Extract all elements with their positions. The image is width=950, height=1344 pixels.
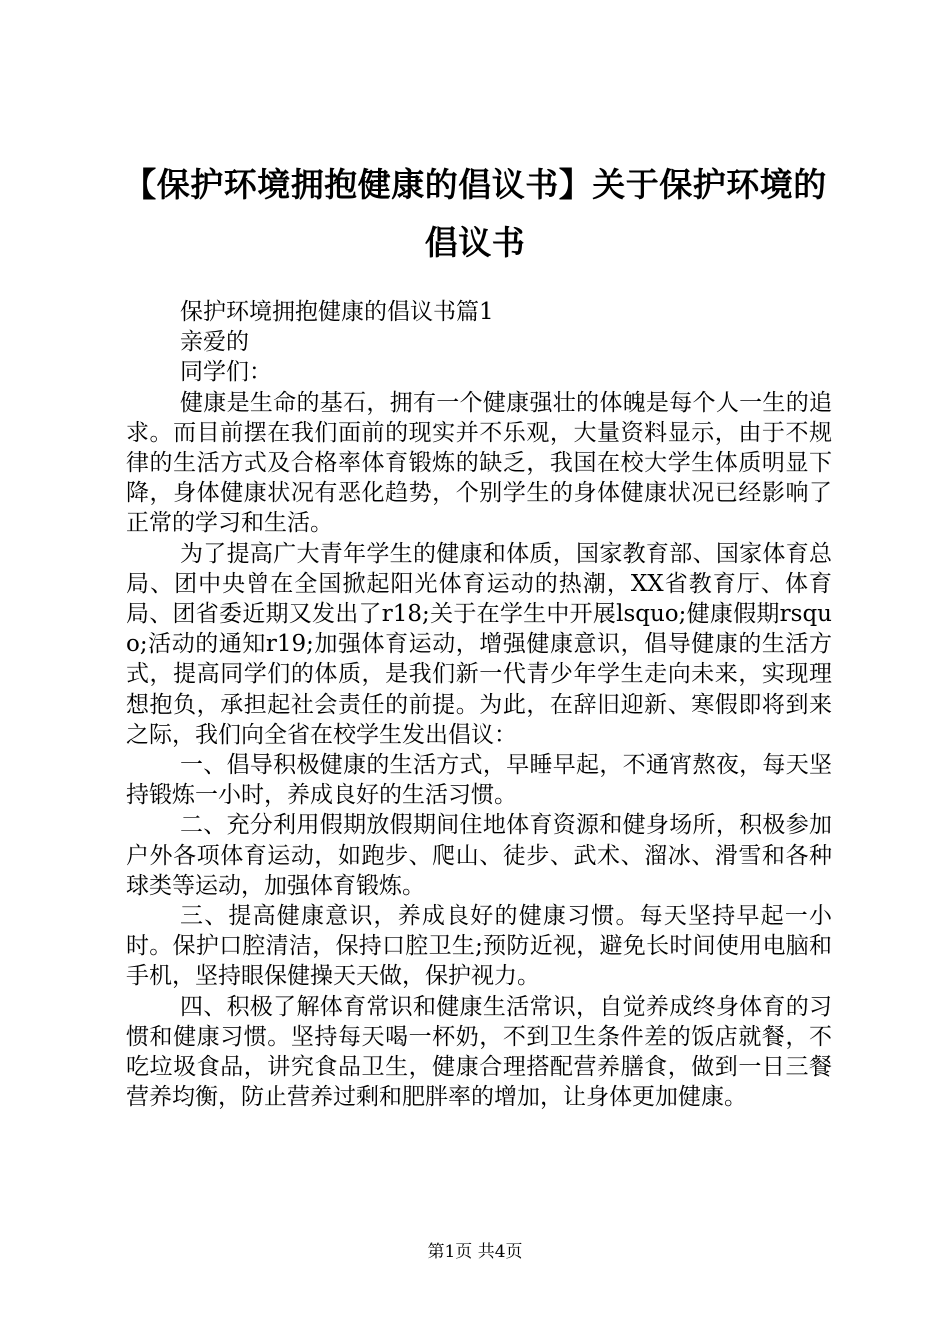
- proposal-item-2: 二、充分利用假期放假期间住地体育资源和健身场所，积极参加户外各项体育运动，如跑步、爬山、徒步、武术、溜冰、滑雪和各种球类等运动，加强体育锻炼。: [126, 812, 832, 899]
- body-paragraph: 健康是生命的基石，拥有一个健康强壮的体魄是每个人一生的追求。而目前摆在我们面前的现实并不乐观，大量资料显示，由于不规律的生活方式及合格率体育锻炼的缺乏，我国在校大学生体质明显下降，身体健康状况有恶化趋势，个别学生的身体健康状况已经影响了正常的学习和生活。: [126, 389, 832, 537]
- page-number-footer: 第1页 共4页: [427, 1242, 523, 1262]
- section-heading: 保护环境拥抱健康的倡议书篇1: [180, 299, 494, 325]
- document-body: [126, 297, 832, 1112]
- proposal-item-4: 四、积极了解体育常识和健康生活常识，自觉养成终身体育的习惯和健康习惯。坚持每天喝一杯奶，不到卫生条件差的饭店就餐，不吃垃圾食品，讲究食品卫生，健康合理搭配营养膳食，做到一日三餐营养均衡，防止营养过剩和肥胖率的增加，让身体更加健康。: [126, 993, 832, 1111]
- salutation-line-2: 同学们：: [180, 359, 272, 386]
- proposal-item-3: 三、提高健康意识，养成良好的健康习惯。每天坚持早起一小时。保护口腔清洁，保持口腔卫生;预防近视，避免长时间使用电脑和手机，坚持眼保健操天天做，保护视力。: [126, 903, 832, 990]
- body-paragraph: 为了提高广大青年学生的健康和体质，国家教育部、国家体育总局、团中央曾在全国掀起阳光体育运动的热潮，XX省教育厅、体育局、团省委近期又发出了r18;关于在学生中开展lsquo;健康假期rsquo;活动的通知r19;加强体育运动，增强健康意识，倡导健康的生活方式，提高同学们的体质，是我们新一代青少年学生走向未来，实现理想抱负，承担起社会责任的前提。为此，在辞旧迎新、寒假即将到来之际，我们向全省在校学生发出倡议：: [126, 540, 832, 748]
- proposal-item-1: 一、倡导积极健康的生活方式，早睡早起，不通宵熬夜，每天坚持锻炼一小时，养成良好的生活习惯。: [126, 752, 832, 809]
- document-title: 【保护环境拥抱健康的倡议书】关于保护环境的倡议书: [123, 165, 827, 262]
- salutation-line-1: 亲爱的: [180, 329, 249, 356]
